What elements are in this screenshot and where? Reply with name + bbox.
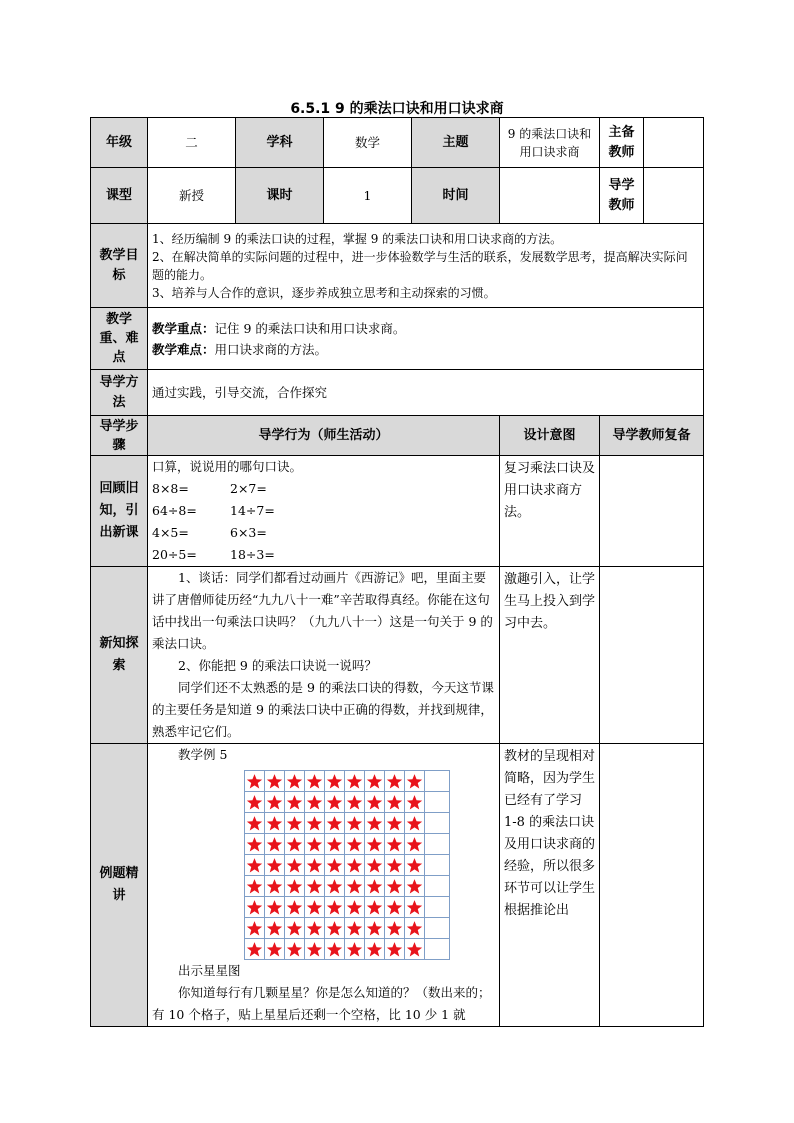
star-grid xyxy=(244,770,450,960)
grid-cell xyxy=(305,771,325,791)
star-icon xyxy=(366,920,383,937)
star-icon xyxy=(366,794,383,811)
goals-content xyxy=(148,224,704,308)
grid-cell xyxy=(285,771,305,791)
star-icon xyxy=(246,815,263,832)
teacher-label: 主备教师 xyxy=(600,118,644,168)
explore-paragraph: 1、谈话：同学们都看过动画片《西游记》吧，里面主要讲了唐僧师徒历经“九九八十一难”辛苦取得真经。你能在这句话中找出一句乘法口诀吗？（九九八十一）这是一句关于 9 的乘法口诀。 xyxy=(152,570,493,651)
star-icon xyxy=(246,773,263,790)
star-icon xyxy=(386,920,403,937)
star-icon xyxy=(246,836,263,853)
grid-cell xyxy=(345,834,365,854)
star-icon xyxy=(266,794,283,811)
star-icon xyxy=(266,899,283,916)
oral-calc: 20÷5= xyxy=(152,547,197,562)
grade-label: 年级 xyxy=(91,118,148,168)
grid-cell xyxy=(385,876,405,896)
grid-cell xyxy=(285,939,305,959)
star-icon xyxy=(366,836,383,853)
star-icon xyxy=(306,857,323,874)
star-row xyxy=(245,876,449,897)
grid-cell xyxy=(405,813,425,833)
grid-cell xyxy=(285,834,305,854)
grid-cell xyxy=(265,855,285,875)
subject-value: 数学 xyxy=(324,118,412,168)
example-intro: 教学例 5 xyxy=(178,747,228,762)
grid-cell xyxy=(265,897,285,917)
grid-cell xyxy=(305,792,325,812)
grid-cell xyxy=(365,792,385,812)
star-icon xyxy=(366,941,383,958)
grid-cell xyxy=(345,771,365,791)
star-icon xyxy=(346,773,363,790)
star-icon xyxy=(246,941,263,958)
goal-item: 2、在解决简单的实际问题的过程中，进一步体验数学与生活的联系，发展数学思考，提高解决实际问题的能力。 xyxy=(152,249,688,282)
star-icon xyxy=(306,920,323,937)
goals-label: 教学目标 xyxy=(91,224,148,308)
grid-cell xyxy=(305,897,325,917)
star-icon xyxy=(266,878,283,895)
subject-label: 学科 xyxy=(236,118,324,168)
star-icon xyxy=(366,857,383,874)
grid-cell xyxy=(425,771,445,791)
example-content xyxy=(148,744,500,1027)
grid-cell xyxy=(285,918,305,938)
star-icon xyxy=(346,794,363,811)
grid-cell xyxy=(305,918,325,938)
key-points-label: 教学重、难点 xyxy=(91,308,148,370)
star-icon xyxy=(386,857,403,874)
period-label: 课时 xyxy=(236,168,324,224)
star-row xyxy=(245,813,449,834)
grid-cell xyxy=(385,918,405,938)
method-label: 导学方法 xyxy=(91,370,148,416)
star-icon xyxy=(306,899,323,916)
star-icon xyxy=(386,815,403,832)
star-icon xyxy=(306,773,323,790)
example-caption: 出示星星图 xyxy=(178,963,241,978)
grid-cell xyxy=(245,939,265,959)
star-icon xyxy=(286,899,303,916)
star-icon xyxy=(386,836,403,853)
type-value: 新授 xyxy=(148,168,236,224)
goal-item: 1、经历编制 9 的乘法口诀的过程，掌握 9 的乘法口诀和用口诀求商的方法。 xyxy=(152,231,563,246)
grid-cell xyxy=(365,918,385,938)
grid-cell xyxy=(365,771,385,791)
review-notes xyxy=(600,456,704,567)
explore-design: 激趣引入，让学生马上投入到学习中去。 xyxy=(500,567,600,744)
grid-cell xyxy=(425,939,445,959)
grid-cell xyxy=(285,876,305,896)
star-icon xyxy=(346,899,363,916)
explore-content xyxy=(148,567,500,744)
topic-label: 主题 xyxy=(412,118,500,168)
grid-cell xyxy=(425,897,445,917)
grid-cell xyxy=(285,855,305,875)
star-icon xyxy=(326,878,343,895)
grid-cell xyxy=(425,834,445,854)
grid-cell xyxy=(305,939,325,959)
grid-cell xyxy=(385,813,405,833)
grid-cell xyxy=(385,855,405,875)
review-header: 导学教师复备 xyxy=(600,416,704,456)
grid-cell xyxy=(385,939,405,959)
grid-cell xyxy=(285,813,305,833)
grid-cell xyxy=(405,771,425,791)
star-icon xyxy=(326,773,343,790)
star-icon xyxy=(266,836,283,853)
star-icon xyxy=(346,941,363,958)
star-icon xyxy=(406,773,423,790)
grid-cell xyxy=(285,792,305,812)
grid-cell xyxy=(425,855,445,875)
grid-cell xyxy=(245,918,265,938)
star-icon xyxy=(366,815,383,832)
star-icon xyxy=(306,815,323,832)
grid-cell xyxy=(405,855,425,875)
grid-cell xyxy=(345,918,365,938)
grid-cell xyxy=(265,813,285,833)
star-row xyxy=(245,897,449,918)
star-icon xyxy=(386,899,403,916)
oral-calc: 18÷3= xyxy=(230,547,275,562)
example-label: 例题精讲 xyxy=(91,744,148,1027)
explore-label: 新知探索 xyxy=(91,567,148,744)
star-row xyxy=(245,855,449,876)
star-icon xyxy=(346,878,363,895)
star-icon xyxy=(286,857,303,874)
grid-cell xyxy=(325,918,345,938)
star-icon xyxy=(406,794,423,811)
star-icon xyxy=(266,857,283,874)
grid-cell xyxy=(345,813,365,833)
grid-cell xyxy=(405,834,425,854)
grid-cell xyxy=(245,855,265,875)
star-icon xyxy=(246,878,263,895)
star-icon xyxy=(326,941,343,958)
grid-cell xyxy=(325,834,345,854)
key-point-label: 教学重点： xyxy=(152,320,215,336)
star-row xyxy=(245,918,449,939)
star-icon xyxy=(406,899,423,916)
star-row xyxy=(245,834,449,855)
star-icon xyxy=(246,920,263,937)
grid-cell xyxy=(325,813,345,833)
star-icon xyxy=(386,878,403,895)
grid-cell xyxy=(265,834,285,854)
star-icon xyxy=(246,794,263,811)
grid-cell xyxy=(305,855,325,875)
grid-cell xyxy=(265,771,285,791)
grid-cell xyxy=(265,918,285,938)
star-row xyxy=(245,939,449,959)
grid-cell xyxy=(425,792,445,812)
star-icon xyxy=(326,857,343,874)
grid-cell xyxy=(345,897,365,917)
review-section-content xyxy=(148,456,500,567)
activity-header: 导学行为（师生活动） xyxy=(148,416,500,456)
grid-cell xyxy=(245,834,265,854)
grid-cell xyxy=(345,855,365,875)
example-text: 你知道每行有几颗星星？你是怎么知道的？（数出来的；有 10 个格子，贴上星星后还剩一个空格，比 10 少 1 就 xyxy=(152,985,491,1022)
oral-calc: 4×5= xyxy=(152,525,189,540)
grid-cell xyxy=(385,834,405,854)
star-icon xyxy=(406,878,423,895)
grid-cell xyxy=(305,834,325,854)
star-icon xyxy=(266,773,283,790)
page-title: 6.5.1 9 的乘法口诀和用口诀求商 xyxy=(290,101,504,117)
grid-cell xyxy=(385,792,405,812)
lesson-plan-table xyxy=(90,117,704,1027)
oral-calc: 6×3= xyxy=(230,525,267,540)
oral-calc: 64÷8= xyxy=(152,503,197,518)
grid-cell xyxy=(365,876,385,896)
star-icon xyxy=(346,920,363,937)
explore-paragraph: 同学们还不太熟悉的是 9 的乘法口诀的得数，今天这节课的主要任务是知道 9 的乘法口诀中正确的得数，并找到规律，熟悉牢记它们。 xyxy=(152,680,494,739)
grid-cell xyxy=(245,876,265,896)
star-icon xyxy=(406,941,423,958)
grid-cell xyxy=(365,897,385,917)
key-points-content xyxy=(148,308,704,370)
star-icon xyxy=(266,815,283,832)
star-icon xyxy=(386,794,403,811)
grid-cell xyxy=(285,897,305,917)
grid-cell xyxy=(345,792,365,812)
star-icon xyxy=(246,899,263,916)
grid-cell xyxy=(405,876,425,896)
grid-cell xyxy=(365,813,385,833)
star-row xyxy=(245,792,449,813)
star-icon xyxy=(326,920,343,937)
star-icon xyxy=(406,857,423,874)
star-icon xyxy=(346,815,363,832)
design-header: 设计意图 xyxy=(500,416,600,456)
star-icon xyxy=(326,836,343,853)
grid-cell xyxy=(425,813,445,833)
star-icon xyxy=(406,815,423,832)
grid-cell xyxy=(405,918,425,938)
star-icon xyxy=(346,836,363,853)
guide-teacher-value xyxy=(644,168,704,224)
star-icon xyxy=(286,836,303,853)
star-icon xyxy=(286,878,303,895)
time-label: 时间 xyxy=(412,168,500,224)
teacher-value xyxy=(644,118,704,168)
grid-cell xyxy=(325,876,345,896)
star-icon xyxy=(386,773,403,790)
star-icon xyxy=(406,920,423,937)
method-text: 通过实践，引导交流，合作探究 xyxy=(148,370,704,416)
grid-cell xyxy=(405,897,425,917)
grid-cell xyxy=(365,834,385,854)
grid-cell xyxy=(325,771,345,791)
star-icon xyxy=(326,794,343,811)
star-icon xyxy=(266,941,283,958)
hard-point-label: 教学难点： xyxy=(152,341,215,357)
grid-cell xyxy=(345,876,365,896)
grid-cell xyxy=(305,876,325,896)
period-value: 1 xyxy=(324,168,412,224)
review-section-label: 回顾旧知，引出新课 xyxy=(91,456,148,567)
star-icon xyxy=(366,878,383,895)
type-label: 课型 xyxy=(91,168,148,224)
time-value xyxy=(500,168,600,224)
review-intro: 口算，说说用的哪句口诀。 xyxy=(152,459,303,474)
grid-cell xyxy=(305,813,325,833)
grid-cell xyxy=(365,855,385,875)
star-icon xyxy=(286,773,303,790)
grid-cell xyxy=(265,876,285,896)
star-row xyxy=(245,771,449,792)
example-design: 教材的呈现相对简略，因为学生已经有了学习 1-8 的乘法口诀及用口诀求商的经验，所以很多环节可以让学生根据推论出 xyxy=(500,744,600,1027)
oral-calc: 14÷7= xyxy=(230,503,275,518)
star-icon xyxy=(266,920,283,937)
star-icon xyxy=(366,899,383,916)
grid-cell xyxy=(245,813,265,833)
grid-cell xyxy=(325,855,345,875)
star-icon xyxy=(286,794,303,811)
grid-cell xyxy=(345,939,365,959)
grid-cell xyxy=(405,792,425,812)
oral-calc: 8×8= xyxy=(152,481,189,496)
example-notes xyxy=(600,744,704,1027)
star-icon xyxy=(246,857,263,874)
grid-cell xyxy=(245,771,265,791)
topic-value: 9 的乘法口诀和用口诀求商 xyxy=(500,118,600,168)
review-design: 复习乘法口诀及用口诀求商方法。 xyxy=(500,456,600,567)
grid-cell xyxy=(245,897,265,917)
goal-item: 3、培养与人合作的意识，逐步养成独立思考和主动探索的习惯。 xyxy=(152,285,496,300)
key-point-text: 记住 9 的乘法口诀和用口诀求商。 xyxy=(214,320,406,336)
star-icon xyxy=(306,836,323,853)
star-icon xyxy=(306,794,323,811)
grid-cell xyxy=(385,897,405,917)
star-icon xyxy=(286,920,303,937)
grid-cell xyxy=(405,939,425,959)
star-icon xyxy=(306,878,323,895)
explore-notes xyxy=(600,567,704,744)
star-icon xyxy=(286,941,303,958)
grid-cell xyxy=(325,897,345,917)
star-icon xyxy=(346,857,363,874)
guide-teacher-label: 导学教师 xyxy=(600,168,644,224)
grid-cell xyxy=(265,939,285,959)
grid-cell xyxy=(325,939,345,959)
grid-cell xyxy=(245,792,265,812)
explore-paragraph: 2、你能把 9 的乘法口诀说一说吗？ xyxy=(178,658,377,673)
grade-value: 二 xyxy=(148,118,236,168)
grid-cell xyxy=(425,876,445,896)
grid-cell xyxy=(425,918,445,938)
star-icon xyxy=(406,836,423,853)
star-icon xyxy=(366,773,383,790)
grid-cell xyxy=(365,939,385,959)
star-icon xyxy=(306,941,323,958)
star-icon xyxy=(326,815,343,832)
grid-cell xyxy=(325,792,345,812)
oral-calc: 2×7= xyxy=(230,481,267,496)
star-icon xyxy=(326,899,343,916)
steps-label: 导学步骤 xyxy=(91,416,148,456)
grid-cell xyxy=(265,792,285,812)
grid-cell xyxy=(385,771,405,791)
star-icon xyxy=(386,941,403,958)
star-icon xyxy=(286,815,303,832)
hard-point-text: 用口诀求商的方法。 xyxy=(214,341,328,357)
